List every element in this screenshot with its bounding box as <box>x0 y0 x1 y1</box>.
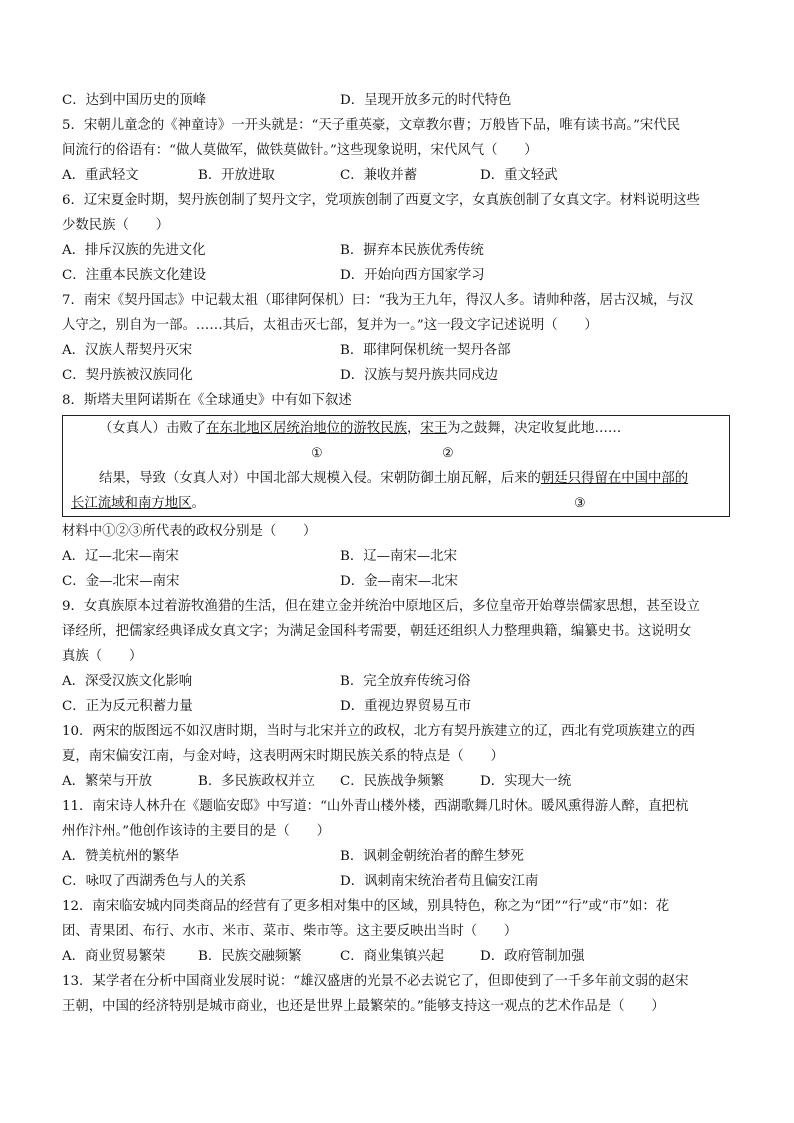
q5-option-c[interactable]: C．兼收并蓄 <box>340 168 418 183</box>
q11-option-c[interactable]: C．咏叹了西湖秀色与人的关系 <box>62 874 247 889</box>
q5-stem-line1: 5．宋朝儿童念的《神童诗》一开头就是：“天子重英豪，文章教尔曹；万般皆下品，唯有读书高。”宋代民 <box>62 118 681 133</box>
q7-option-b[interactable]: B．耶律阿保机统一契丹各部 <box>340 343 511 358</box>
q10-stem-line2: 夏，南宋偏安江南，与金对峙，这表明两宋时期民族关系的特点是（ ） <box>62 749 504 764</box>
q9-stem-line3: 真族（ ） <box>62 649 143 664</box>
q10-option-a[interactable]: A．繁荣与开放 <box>62 774 153 789</box>
q12-option-d[interactable]: D．政府管制加强 <box>480 949 585 964</box>
q5-stem-line2: 间流行的俗语有：“做人莫做军，做铁莫做针。”这些现象说明，宋代风气（ ） <box>62 143 538 158</box>
question-13 <box>62 969 734 1019</box>
q8-option-d[interactable]: D．金—南宋—北宋 <box>340 574 458 589</box>
q10-option-c[interactable]: C．民族战争频繁 <box>340 774 444 789</box>
q8-underline-3b: 长江流域和南方地区 <box>71 496 192 511</box>
q9-option-d[interactable]: D．重视边界贸易互市 <box>340 699 472 714</box>
q7-option-d[interactable]: D．汉族与契丹族共同戍边 <box>340 368 499 383</box>
q8-box-text-e: 。 <box>191 496 205 511</box>
q12-stem-line1: 12．南宋临安城内同类商品的经营有了更多相对集中的区域，别具特色，称之为“团”“行”或“市”如：花 <box>62 899 670 914</box>
q8-box-text-d: 结果，导致（女真人对）中国北部大规模入侵。宋朝防御土崩瓦解，后来的 <box>99 471 541 486</box>
q6-stem-line1: 6．辽宋夏金时期，契丹族创制了契丹文字，党项族创制了西夏文字，女真族创制了女真文字。材料说明这些 <box>62 193 700 208</box>
question-12 <box>62 894 734 969</box>
q8-option-b[interactable]: B．辽—南宋—北宋 <box>340 549 457 564</box>
q12-stem-line2: 团、青果团、布行、水市、米市、菜市、柴市等。这主要反映出当时（ ） <box>62 924 518 939</box>
question-6 <box>62 188 734 288</box>
q9-stem-line1: 9．女真族原本过着游牧渔猎的生活，但在建立金并统治中原地区后，多位皇帝开始尊崇儒家思想，甚至设立 <box>62 599 700 614</box>
q5-options <box>62 163 734 188</box>
q12-options <box>62 944 734 969</box>
q6-options-ab <box>62 238 734 263</box>
q12-option-c[interactable]: C．商业集镇兴起 <box>340 949 444 964</box>
q8-box-text-b: ， <box>406 421 421 436</box>
q7-stem-line2: 人守之，别自为一部。……其后，太祖击灭七部，复并为一。”这一段文字记述说明（ ） <box>62 318 598 333</box>
q9-options-cd <box>62 694 734 719</box>
question-7 <box>62 288 734 388</box>
q7-option-a[interactable]: A．汉族人帮契丹灭宋 <box>62 343 193 358</box>
q7-option-c[interactable]: C．契丹族被汉族同化 <box>62 368 193 383</box>
q11-option-a[interactable]: A．赞美杭州的繁华 <box>62 849 179 864</box>
q8-mark-3: ③ <box>574 496 586 511</box>
q8-mark-2: ② <box>442 446 454 461</box>
q6-options-cd <box>62 263 734 288</box>
exam-page <box>62 88 734 1019</box>
q13-stem-line1: 13．某学者在分析中国商业发展时说：“雄汉盛唐的光景不必去说它了，但即使到了一千多年前文弱的赵宋 <box>62 974 689 989</box>
q10-option-b[interactable]: B．多民族政权并立 <box>198 774 315 789</box>
q11-stem-line1: 11．南宋诗人林升在《题临安邸》中写道：“山外青山楼外楼，西湖歌舞几时休。暖风熏得游人醉，直把杭 <box>62 799 689 814</box>
q11-option-b[interactable]: B．讽刺金朝统治者的醉生梦死 <box>340 849 524 864</box>
q8-underline-3a: 朝廷只得留在中国中部的 <box>540 471 689 486</box>
q6-option-c[interactable]: C．注重本民族文化建设 <box>62 268 207 283</box>
q9-option-c[interactable]: C．正为反元积蓄力量 <box>62 699 193 714</box>
q5-option-d[interactable]: D．重文轻武 <box>480 168 558 183</box>
q10-option-d[interactable]: D．实现大一统 <box>480 774 572 789</box>
q6-option-a[interactable]: A．排斥汉族的先进文化 <box>62 243 206 258</box>
q8-option-c[interactable]: C．金—北宋—南宋 <box>62 574 180 589</box>
q5-option-a[interactable]: A．重武轻文 <box>62 168 139 183</box>
q4-option-c[interactable]: C．达到中国历史的顶峰 <box>62 93 207 108</box>
q8-material-box <box>62 415 730 517</box>
q8-question: 材料中①②③所代表的政权分别是（ ） <box>62 524 317 539</box>
question-10 <box>62 719 734 794</box>
q8-options-cd <box>62 569 734 594</box>
q6-option-b[interactable]: B．摒弃本民族优秀传统 <box>340 243 484 258</box>
q5-option-b[interactable]: B．开放进取 <box>198 168 275 183</box>
q8-mark-1: ① <box>311 446 323 461</box>
q12-option-b[interactable]: B．民族交融频繁 <box>198 949 302 964</box>
question-9 <box>62 594 734 719</box>
q9-option-a[interactable]: A．深受汉族文化影响 <box>62 674 193 689</box>
q4-options-cd <box>62 88 734 113</box>
q11-options-ab <box>62 844 734 869</box>
q8-option-a[interactable]: A．辽—北宋—南宋 <box>62 549 179 564</box>
q8-box-line1 <box>71 416 721 441</box>
q11-stem-line2: 州作汴州。”他创作该诗的主要目的是（ ） <box>62 824 330 839</box>
q12-option-a[interactable]: A．商业贸易繁荣 <box>62 949 166 964</box>
question-8 <box>62 388 734 594</box>
q8-underline-2: 宋王 <box>420 421 448 436</box>
question-5 <box>62 113 734 188</box>
q8-box-marks <box>71 441 721 466</box>
q7-options-cd <box>62 363 734 388</box>
q4-option-d[interactable]: D．呈现开放多元的时代特色 <box>340 93 512 108</box>
q8-box-line3 <box>71 466 721 491</box>
q7-stem-line1: 7．南宋《契丹国志》中记载太祖（耶律阿保机）曰：“我为王九年，得汉人多。请帅种落，居古汉城，与汉 <box>62 293 694 308</box>
q6-stem-line2: 少数民族（ ） <box>62 218 170 233</box>
q10-stem-line1: 10．两宋的版图远不如汉唐时期，当时与北宋并立的政权，北方有契丹族建立的辽，西北有党项族建立的西 <box>62 724 696 739</box>
q8-box-line4 <box>71 491 721 516</box>
q9-stem-line2: 译经所，把儒家经典译成女真文字；为满足金国科考需要，朝廷还组织人力整理典籍，编纂史书。这说明女 <box>62 624 692 639</box>
q7-options-ab <box>62 338 734 363</box>
question-11 <box>62 794 734 894</box>
q11-options-cd <box>62 869 734 894</box>
q8-box-text-a: （女真人）击败了 <box>99 421 207 436</box>
q8-box-text-c: 为之鼓舞，决定收复此地…… <box>447 421 622 436</box>
q11-option-d[interactable]: D．讽刺南宋统治者苟且偏安江南 <box>340 874 539 889</box>
q8-options-ab <box>62 544 734 569</box>
q9-options-ab <box>62 669 734 694</box>
q6-option-d[interactable]: D．开始向西方国家学习 <box>340 268 485 283</box>
q8-underline-1: 在东北地区居统治地位的游牧民族 <box>206 421 407 436</box>
q13-stem-line2: 王朝，中国的经济特别是城市商业，也还是世界上最繁荣的。”能够支持这一观点的艺术作品是（ ） <box>62 999 665 1014</box>
q8-stem: 8．斯塔夫里阿诺斯在《全球通史》中有如下叙述 <box>62 393 352 408</box>
q10-options <box>62 769 734 794</box>
q9-option-b[interactable]: B．完全放弃传统习俗 <box>340 674 471 689</box>
